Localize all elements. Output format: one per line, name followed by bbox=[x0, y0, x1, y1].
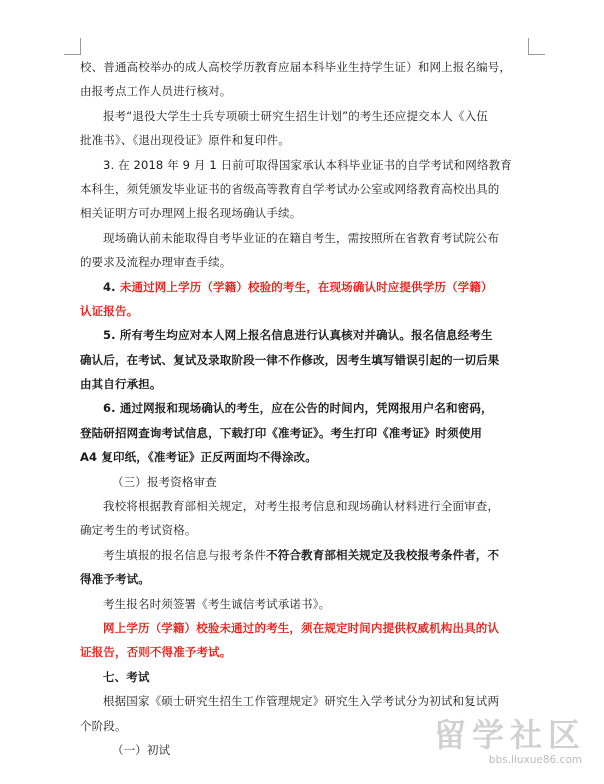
text-line: 本科生，须凭颁发毕业证书的省级高等教育自学考试办公室或网络教育高校出具的 bbox=[80, 181, 500, 196]
text-line: 确定考生的考试资格。 bbox=[80, 523, 197, 538]
document-body bbox=[80, 55, 550, 762]
section-heading: （一）初试 bbox=[112, 742, 171, 757]
text-line: 考生报名时须签署《考生诚信考试承诺书》。 bbox=[103, 596, 331, 611]
crop-mark-top-left bbox=[64, 38, 81, 55]
crop-mark-top-right bbox=[528, 38, 545, 55]
watermark bbox=[416, 706, 586, 776]
red-highlight-text: 未通过网上学历（学籍）校验的考生，在现场确认时应提供学历（学籍） bbox=[119, 279, 493, 294]
text-line: 报考“退役大学生士兵专项硕士研究生招生计划”的考生还应提交本人《入伍 bbox=[103, 108, 489, 123]
plain-text: 考生填报的报名信息与报考条件 bbox=[103, 547, 267, 562]
watermark-url: bbs.liuxue86.com bbox=[488, 754, 582, 766]
text-line: 我校将根据教育部相关规定，对考生报考信息和现场确认材料进行全面审查， bbox=[103, 499, 500, 514]
text-line-mixed bbox=[80, 543, 550, 567]
bold-text-line: 登陆研招网查询考试信息，下载打印《准考证》。考生打印《准考证》时须使用 bbox=[80, 425, 482, 440]
red-highlight-text: 认证报告。 bbox=[80, 303, 139, 318]
red-highlight-text: 网上学历（学籍）校验未通过的考生，须在规定时间内提供权威机构出具的认 bbox=[103, 620, 500, 635]
bold-text-line: 确认后，在考试、复试及录取阶段一律不作修改，因考生填写错误引起的一切后果 bbox=[80, 352, 500, 367]
chapter-heading: 七、考试 bbox=[103, 669, 150, 684]
text-line: 根据国家《硕士研究生招生工作管理规定》研究生入学考试分为初试和复试两 bbox=[103, 694, 500, 709]
text-line: 批准书》、《退出现役证》原件和复印件。 bbox=[80, 133, 290, 148]
bold-text-line: 得准予考试。 bbox=[80, 572, 150, 587]
text-line-item-4 bbox=[80, 275, 550, 299]
bold-text-line: 6. 通过网报和现场确认的考生，应在公告的时间内，凭网报用户名和密码， bbox=[103, 401, 493, 416]
text-line: 的要求及流程办理审查手续。 bbox=[80, 255, 232, 270]
text-line: 校、普通高校举办的成人高校学历教育应届本科毕业生持学生证）和网上报名编号， bbox=[80, 60, 512, 74]
bold-text-line: 5. 所有考生均应对本人网上报名信息进行认真核对并确认。报名信息经考生 bbox=[103, 328, 493, 343]
section-heading: （三）报考资格审查 bbox=[112, 474, 217, 489]
bold-text-line: A4 复印纸，《准考证》正反两面均不得涂改。 bbox=[80, 450, 317, 465]
text-line: 相关证明方可办理网上报名现场确认手续。 bbox=[80, 206, 302, 221]
text-line: 现场确认前未能取得自考毕业证的在籍自考生，需按照所在省教育考试院公布 bbox=[103, 230, 500, 245]
text-line: 个阶段。 bbox=[80, 718, 127, 733]
text-line: 3. 在 2018 年 9 月 1 日前可取得国家承认本科毕业证书的自学考试和网络教育 bbox=[103, 157, 512, 172]
bold-text-line: 由其自行承担。 bbox=[80, 377, 162, 392]
watermark-title: 留学社区 bbox=[433, 716, 586, 754]
item-number: 4. bbox=[103, 279, 120, 294]
red-highlight-text: 证报告，否则不得准予考试。 bbox=[80, 645, 232, 660]
bold-text: 不符合教育部相关规定及我校报考条件者，不 bbox=[266, 547, 500, 562]
text-line: 由报考点工作人员进行核对。 bbox=[80, 84, 232, 99]
